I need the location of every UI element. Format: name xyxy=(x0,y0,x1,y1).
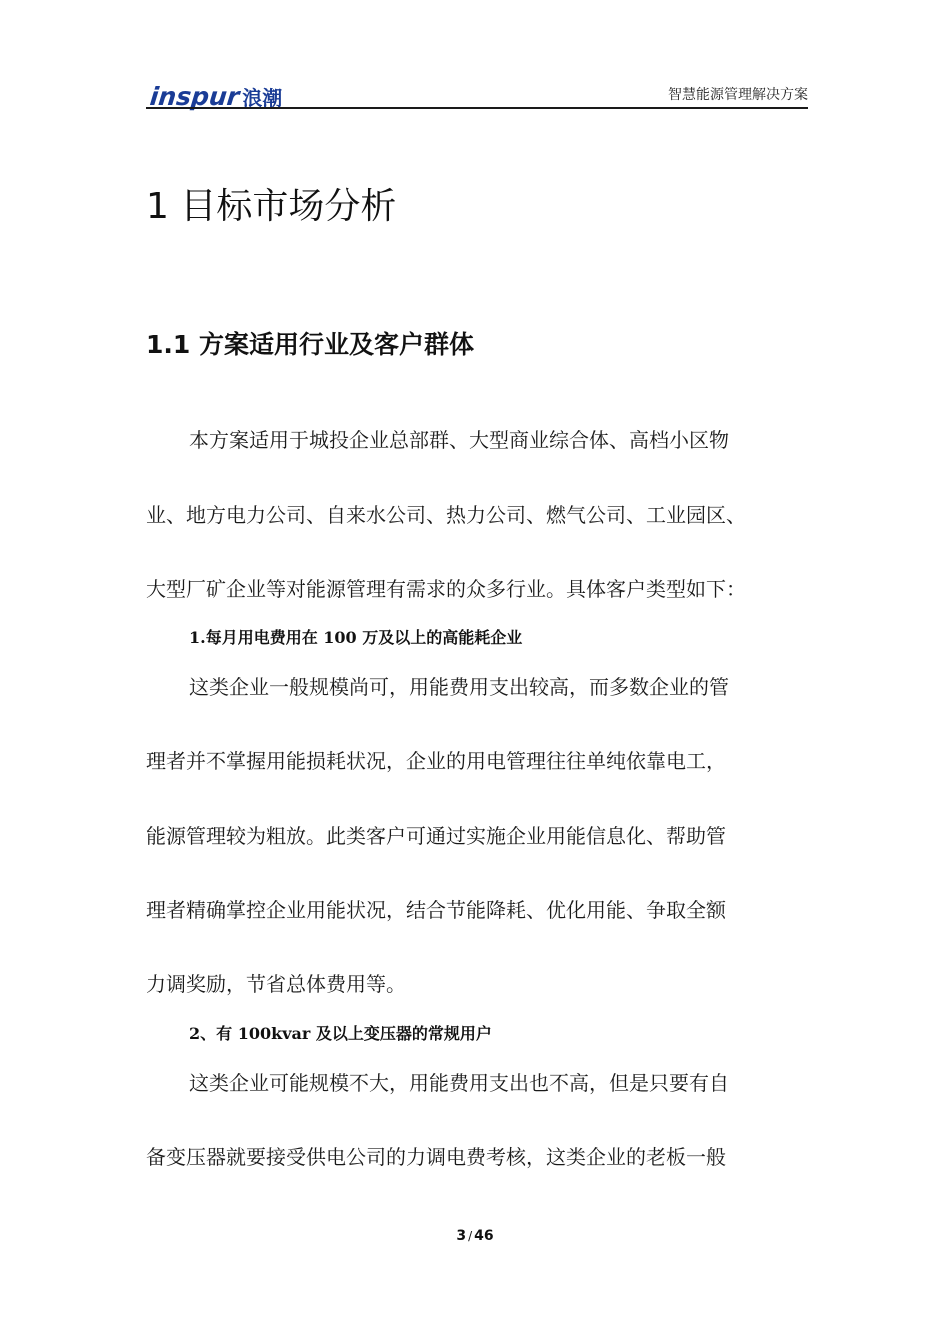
page-number xyxy=(0,1228,950,1244)
logo-chinese-name: 浪潮 xyxy=(242,85,283,110)
header-divider xyxy=(146,107,808,109)
page-separator: / xyxy=(468,1229,473,1243)
current-page: 3 xyxy=(456,1228,467,1244)
intro-line-1: 本方案适用于城投企业总部群、大型商业综合体、高档小区物 xyxy=(189,428,729,452)
item1-line-3: 能源管理较为粗放。此类客户可通过实施企业用能信息化、帮助管 xyxy=(146,824,726,848)
subsection-heading: 1.1 方案适用行业及客户群体 xyxy=(146,330,474,359)
intro-line-2: 业、地方电力公司、自来水公司、热力公司、燃气公司、工业园区、 xyxy=(146,503,746,527)
item1-line-4: 理者精确掌控企业用能状况，结合节能降耗、优化用能、争取全额 xyxy=(146,898,726,922)
document-title: 智慧能源管理解决方案 xyxy=(668,87,808,103)
item2-title: 2、有 100kvar 及以上变压器的常规用户 xyxy=(189,1024,492,1043)
item2-line-2: 备变压器就要接受供电公司的力调电费考核，这类企业的老板一般 xyxy=(146,1145,726,1169)
section-heading: 1 目标市场分析 xyxy=(146,186,397,227)
page-header xyxy=(146,78,808,110)
item1-title: 1.每月用电费用在 100 万及以上的高能耗企业 xyxy=(189,628,523,647)
item1-line-2: 理者并不掌握用能损耗状况，企业的用电管理往往单纯依靠电工， xyxy=(146,749,726,773)
intro-line-3: 大型厂矿企业等对能源管理有需求的众多行业。具体客户类型如下： xyxy=(146,577,746,601)
logo-wordmark: inspur xyxy=(148,81,241,111)
item1-line-1: 这类企业一般规模尚可，用能费用支出较高，而多数企业的管 xyxy=(189,675,729,699)
item1-line-5: 力调奖励，节省总体费用等。 xyxy=(146,972,406,996)
total-pages: 46 xyxy=(474,1228,494,1244)
item2-line-1: 这类企业可能规模不大，用能费用支出也不高，但是只要有自 xyxy=(189,1071,729,1095)
